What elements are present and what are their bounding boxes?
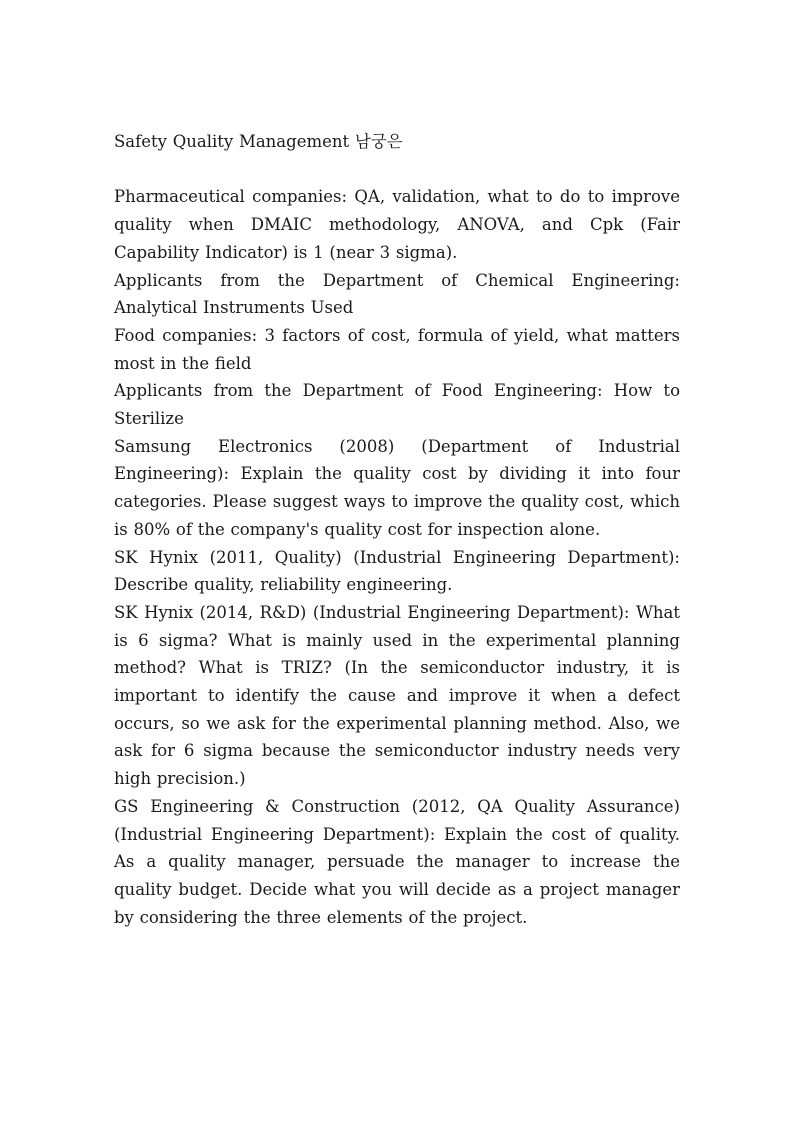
paragraph-food-engineering: Applicants from the Department of Food Engineering: How to Sterilize	[114, 381, 680, 429]
paragraph-food-companies: Food companies: 3 factors of cost, formula of yield, what matters most in the field	[114, 325, 680, 373]
paragraph-pharmaceutical: Pharmaceutical companies: QA, validation, what to do to improve quality when DMAIC methodology, ANOVA, and Cpk (Fair Capability Indicator) is 1 (near 3 sigma).	[114, 187, 680, 262]
paragraph-sk-hynix-2011: SK Hynix (2011, Quality) (Industrial Engineering Department): Describe quality, reliability engineering.	[114, 547, 680, 595]
paragraph-chemical-engineering: Applicants from the Department of Chemical Engineering: Analytical Instruments Used	[114, 270, 680, 318]
paragraph-gs-engineering: GS Engineering & Construction (2012, QA Quality Assurance) (Industrial Engineering Department): Explain the cost of quality. As a quality manager, persuade the manager to increase the quality budget. Decide what you will decide as a project manager by considering the three elements of the project.	[114, 796, 680, 927]
paragraph-sk-hynix-2014: SK Hynix (2014, R&D) (Industrial Engineering Department): What is 6 sigma? What is mainly used in the experimental planning method? What is TRIZ? (In the semiconductor industry, it is important to identify the cause and improve it when a defect occurs, so we ask for the experimental planning method. Also, we ask for 6 sigma because the semiconductor industry needs very high precision.)	[114, 602, 680, 789]
document-title: Safety Quality Management 남궁은	[114, 132, 403, 151]
document-body	[114, 128, 680, 931]
paragraph-samsung: Samsung Electronics (2008) (Department of Industrial Engineering): Explain the quality cost by dividing it into four categories. Please suggest ways to improve the quality cost, which is 80% of the company's quality cost for inspection alone.	[114, 436, 680, 539]
